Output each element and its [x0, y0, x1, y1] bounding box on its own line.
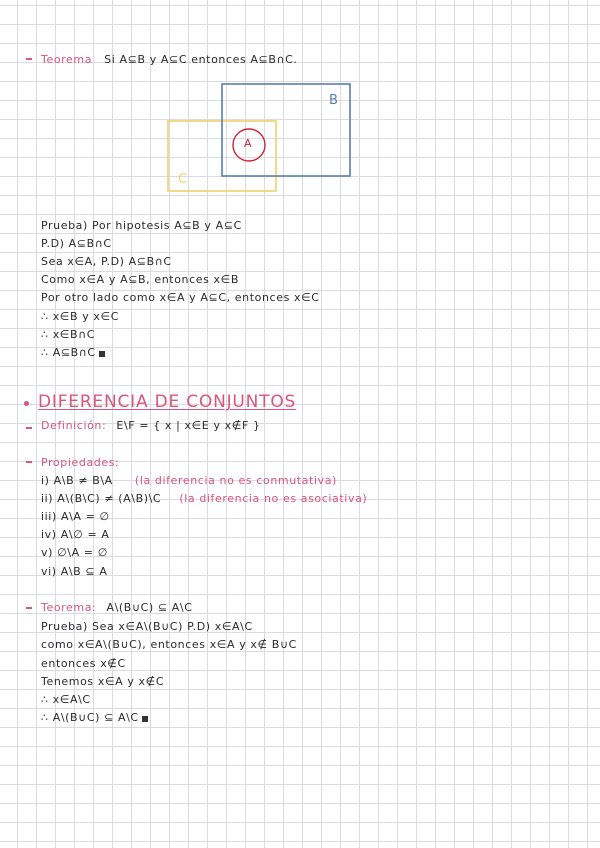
- diagram-label-c: C: [178, 172, 188, 187]
- proof1-line: Como x∈A y A⊆B, entonces x∈B: [41, 273, 239, 286]
- theorem1-label: Teorema: [41, 53, 93, 66]
- property-note: (la diferencia no es asociativa): [179, 492, 368, 505]
- proof1-line: Sea x∈A, P.D) A⊆B∩C: [41, 255, 172, 268]
- theorem2-dash: [26, 607, 32, 609]
- section-bullet-icon: [24, 401, 29, 406]
- section-title: DIFERENCIA DE CONJUNTOS: [38, 392, 297, 412]
- theorem2-text: A\(B∪C) ⊆ A\C: [106, 601, 193, 614]
- property-math: vi) A\B ⊆ A: [41, 565, 108, 578]
- qed-square-icon: [99, 351, 105, 357]
- property-item: [41, 474, 337, 487]
- property-item: [41, 565, 107, 578]
- proof2-line: como x∈A\(B∪C), entonces x∈A y x∉ B∪C: [41, 638, 297, 651]
- proof1-line: ∴ x∈B y x∈C: [41, 310, 120, 323]
- property-math: ii) A\(B\C) ≠ (A\B)\C: [41, 492, 162, 505]
- property-math: i) A\B ≠ B\A: [41, 474, 113, 487]
- definition-dash: [26, 427, 32, 429]
- proof2-conclusion: ∴ A\(B∪C) ⊆ A\C: [41, 711, 139, 724]
- property-item: [41, 546, 108, 559]
- proof2-line: Prueba) Sea x∈A\(B∪C) P.D) x∈A\C: [41, 620, 253, 633]
- diagram-label-a: A: [244, 137, 253, 150]
- diagram-label-b: B: [329, 93, 339, 108]
- property-math: v) ∅\A = ∅: [41, 546, 108, 559]
- properties-label: Propiedades:: [41, 456, 120, 469]
- proof1-line: P.D) A⊆B∩C: [41, 237, 112, 250]
- property-math: iii) A\A = ∅: [41, 510, 110, 523]
- proof1-line: Prueba) Por hipotesis A⊆B y A⊆C: [41, 219, 242, 232]
- proof1-line: Por otro lado como x∈A y A⊆C, entonces x∈C: [41, 291, 320, 304]
- proof2-line: entonces x∉C: [41, 657, 126, 670]
- theorem1-text: Si A⊆B y A⊆C entonces A⊆B∩C.: [104, 53, 298, 66]
- qed-square-icon: [142, 716, 148, 722]
- theorem2-line: [41, 601, 192, 614]
- property-note: (la diferencia no es conmutativa): [134, 474, 337, 487]
- definition-line: [41, 419, 261, 432]
- theorem2-label: Teorema:: [41, 601, 97, 614]
- proof2-line: ∴ x∈A\C: [41, 693, 91, 706]
- proof1-last-line: [41, 346, 105, 359]
- proof1-conclusion: ∴ A⊆B∩C: [41, 346, 96, 359]
- proof1-line: ∴ x∈B∩C: [41, 328, 96, 341]
- property-math: iv) A\∅ = A: [41, 528, 110, 541]
- proof2-last-line: [41, 711, 148, 724]
- property-item: [41, 528, 110, 541]
- property-item: [41, 510, 110, 523]
- definition-text: E\F = { x | x∈E y x∉F }: [116, 419, 261, 432]
- property-item: [41, 492, 367, 505]
- definition-label: Definición:: [41, 419, 107, 432]
- properties-dash: [26, 461, 32, 463]
- proof2-line: Tenemos x∈A y x∉C: [41, 675, 165, 688]
